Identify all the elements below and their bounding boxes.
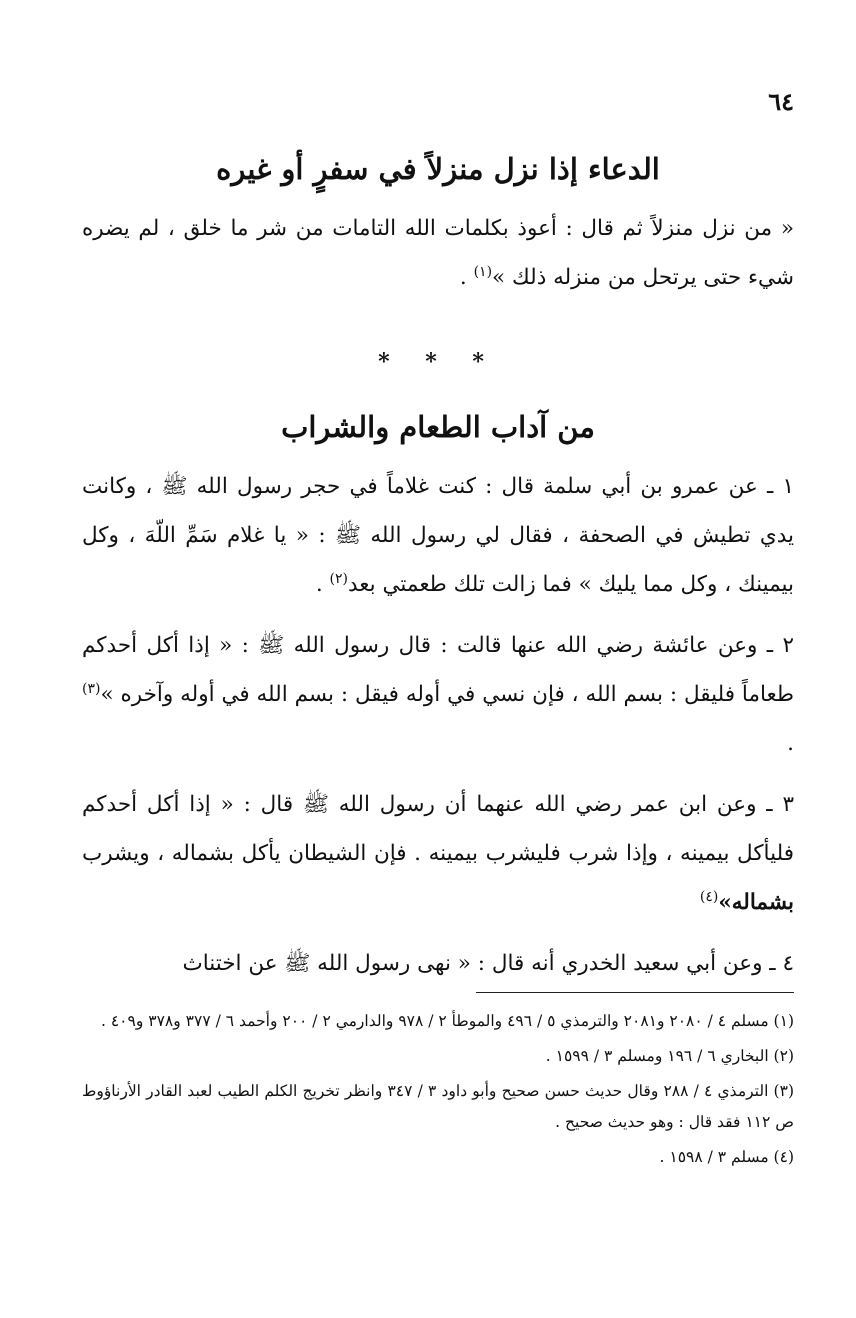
hadith-paragraph-3 [82, 780, 794, 927]
hadith-paragraph-4 [82, 939, 794, 988]
page-number: ٦٤ [768, 87, 794, 116]
paragraph-end: . [315, 572, 330, 597]
book-page [82, 80, 794, 1166]
footnote-4: (٤) مسلم ٣ / ١٥٩٨ . [659, 1148, 794, 1166]
footnote-1: (١) مسلم ٤ / ٢٠٨٠ و٢٠٨١ والترمذي ٥ / ٤٩٦ والموطأ ٢ / ٩٧٨ والدارمي ٢ / ٢٠٠ وأحمد ٦ / ٣٧٧ و٣٧٨ و٤٠٩ . [101, 1012, 794, 1030]
section-separator: * * * [378, 349, 498, 375]
paragraph-text: ٤ ـ وعن أبي سعيد الخدري أنه قال : « نهى رسول الله ﷺ عن اختناث [182, 951, 794, 976]
paragraph-text: ٢ ـ وعن عائشة رضي الله عنها قالت : قال رسول الله ﷺ : « إذا أكل أحدكم طعاماً فليقل : بسم الله ، فإن نسي في أوله فيقل : بسم الله في أوله وآخره » [82, 633, 794, 707]
footnote-ref[interactable]: (٤) [699, 888, 719, 905]
hadith-paragraph-2 [82, 621, 794, 768]
paragraph-text: ٣ ـ وعن ابن عمر رضي الله عنهما أن رسول الله ﷺ قال : « إذا أكل أحدكم فليأكل بيمينه ، وإذا شرب فليشرب بيمينه . فإن الشيطان يأكل بشماله ، ويشرب [82, 792, 794, 866]
bold-phrase: بشماله» [718, 890, 794, 915]
footnote-ref[interactable]: (٣) [82, 680, 101, 697]
footnote-3: (٣) الترمذي ٤ / ٢٨٨ وقال حديث حسن صحيح وأبو داود ٣ / ٣٤٧ وانظر تخريج الكلم الطيب لعبد القادر الأرناؤوط ص ١١٢ فقد قال : وهو حديث صحيح . [82, 1082, 794, 1131]
footnotes [82, 1006, 794, 1177]
paragraph-end: . [459, 265, 474, 290]
footnote-divider [476, 992, 794, 993]
hadith-paragraph-travel [82, 204, 794, 302]
section-heading-travel-dua: الدعاء إذا نزل منزلاً في سفرٍ أو غيره [216, 152, 660, 186]
footnote-ref[interactable]: (١) [473, 263, 493, 280]
section-heading-eating-etiquette: من آداب الطعام والشراب [281, 410, 595, 444]
paragraph-text: « من نزل منزلاً ثم قال : أعوذ بكلمات الله التامات من شر ما خلق ، لم يضره شيء حتى يرتحل من منزله ذلك » [82, 216, 794, 290]
footnote-ref[interactable]: (٢) [329, 570, 348, 587]
paragraph-end: . [787, 731, 794, 756]
hadith-paragraph-1 [82, 462, 794, 609]
paragraph-text: ١ ـ عن عمرو بن أبي سلمة قال : كنت غلاماً في حجر رسول الله ﷺ ، وكانت يدي تطيش في الصحفة ، فقال لي رسول الله ﷺ : « يا غلام سَمِّ اللّهَ ، وكل بيمينك ، وكل مما يليك » فما زالت تلك طعمتي بعد [82, 474, 794, 597]
footnote-2: (٢) البخاري ٦ / ١٩٦ ومسلم ٣ / ١٥٩٩ . [545, 1047, 794, 1065]
